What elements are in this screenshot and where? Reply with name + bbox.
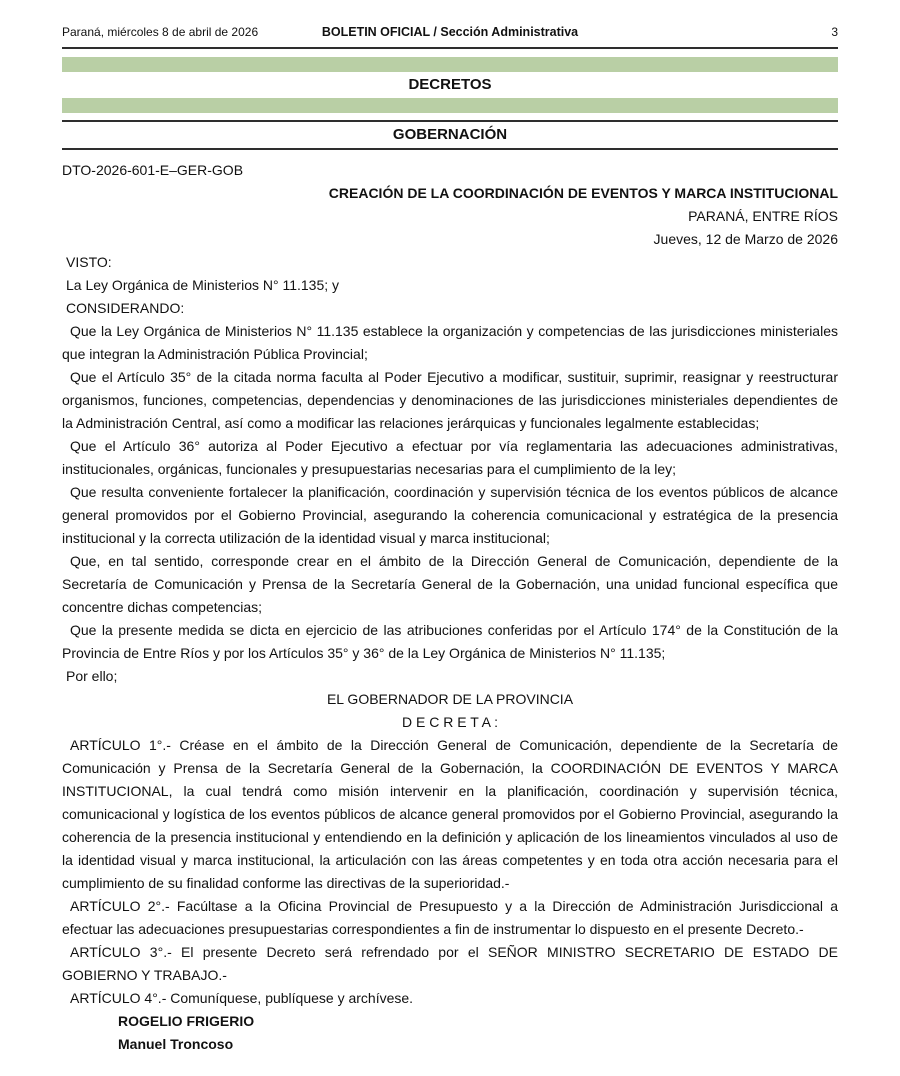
decree-body	[62, 159, 838, 1056]
section-title-decretos: DECRETOS	[408, 76, 492, 93]
visto-text: La Ley Orgánica de Ministerios N° 11.135; y	[66, 277, 340, 293]
masthead	[62, 0, 838, 40]
article-paragraph: ARTÍCULO 2°.- Facúltase a la Oficina Provincial de Presupuesto y a la Dirección de Administración Jurisdiccional a efectuar las adecuaciones presupuestarias correspondientes a fin de instrumentar lo dispuesto en el presente Decreto.-	[62, 898, 838, 937]
governor-line: EL GOBERNADOR DE LA PROVINCIA	[326, 691, 574, 707]
signature-block	[118, 1010, 838, 1056]
gobernacion-rule-bottom	[62, 148, 838, 150]
considerando-label: CONSIDERANDO:	[66, 300, 185, 316]
decree-date: Jueves, 12 de Marzo de 2026	[653, 231, 838, 247]
masthead-date: Paraná, miércoles 8 de abril de 2026	[62, 25, 259, 39]
visto-label: VISTO:	[66, 254, 112, 270]
article-paragraph: ARTÍCULO 3°.- El presente Decreto será refrendado por el SEÑOR MINISTRO SECRETARIO DE ESTADO DE GOBIERNO Y TRABAJO.-	[62, 944, 838, 983]
signature-governor: ROGELIO FRIGERIO	[118, 1013, 255, 1029]
decretos-band-top	[62, 57, 838, 72]
considerando-paragraph: Que resulta conveniente fortalecer la planificación, coordinación y supervisión técnica de los eventos públicos de alcance general promovidos por el Gobierno Provincial, asegurando la coherencia comunicacional y estratégica de la presencia institucional y la correcta utilización de la identidad visual y marca institucional;	[62, 484, 838, 546]
masthead-title: BOLETIN OFICIAL / Sección Administrativa	[321, 25, 579, 39]
article-paragraph: ARTÍCULO 4°.- Comuníquese, publíquese y archívese.	[70, 990, 414, 1006]
decreta-line: D E C R E T A :	[402, 714, 498, 730]
section-title-gobernacion: GOBERNACIÓN	[392, 126, 508, 143]
por-ello-line: Por ello;	[66, 668, 118, 684]
decree-place: PARANÁ, ENTRE RÍOS	[688, 208, 838, 224]
signature-minister: Manuel Troncoso	[118, 1036, 234, 1052]
decree-title: CREACIÓN DE LA COORDINACIÓN DE EVENTOS Y MARCA INSTITUCIONAL	[328, 185, 838, 201]
decretos-band-bottom	[62, 98, 838, 113]
decree-code: DTO-2026-601-E–GER-GOB	[62, 162, 244, 178]
considerando-paragraph: Que el Artículo 35° de la citada norma faculta al Poder Ejecutivo a modificar, sustituir, suprimir, reasignar y reestructurar organismos, funciones, competencias, dependencias y denominaciones de las jurisdicciones ministeriales dependientes de la Administración Central, así como a modificar las relaciones jerárquicas y funcionales legalmente establecidas;	[62, 369, 838, 431]
considerando-paragraph: Que, en tal sentido, corresponde crear en el ámbito de la Dirección General de Comunicación, dependiente de la Secretaría de Comunicación y Prensa de la Secretaría General de la Gobernación, una unidad funcional específica que concentre dichas competencias;	[62, 553, 838, 615]
considerando-paragraph: Que la presente medida se dicta en ejercicio de las atribuciones conferidas por el Artículo 174° de la Constitución de la Provincia de Entre Ríos y por los Artículos 35° y 36° de la Ley Orgánica de Ministerios N° 11.135;	[62, 622, 838, 661]
masthead-page-number: 3	[831, 25, 838, 39]
considerando-paragraph: Que la Ley Orgánica de Ministerios N° 11.135 establece la organización y competencias de las jurisdicciones ministeriales que integran la Administración Pública Provincial;	[62, 323, 838, 362]
masthead-rule	[62, 47, 838, 49]
considerando-paragraph: Que el Artículo 36° autoriza al Poder Ejecutivo a efectuar por vía reglamentaria las adecuaciones administrativas, institucionales, orgánicas, funcionales y presupuestarias necesarias para el cumplimiento de la ley;	[62, 438, 838, 477]
article-paragraph: ARTÍCULO 1°.- Créase en el ámbito de la Dirección General de Comunicación, dependiente de la Secretaría de Comunicación y Prensa de la Secretaría General de la Gobernación, la COORDINACIÓN DE EVENTOS Y MARCA INSTITUCIONAL, la cual tendrá como misión intervenir en la planificación, coordinación y supervisión técnica, comunicacional y logística de los eventos públicos de alcance general promovidos por el Gobierno Provincial, asegurando la coherencia de la presencia institucional y entendiendo en la definición y aplicación de los lineamientos vinculados al uso de la identidad visual y marca institucional, la articulación con las áreas competentes y en toda otra acción necesaria para el cumplimiento de su finalidad conforme las directivas de la superioridad.-	[62, 737, 838, 891]
